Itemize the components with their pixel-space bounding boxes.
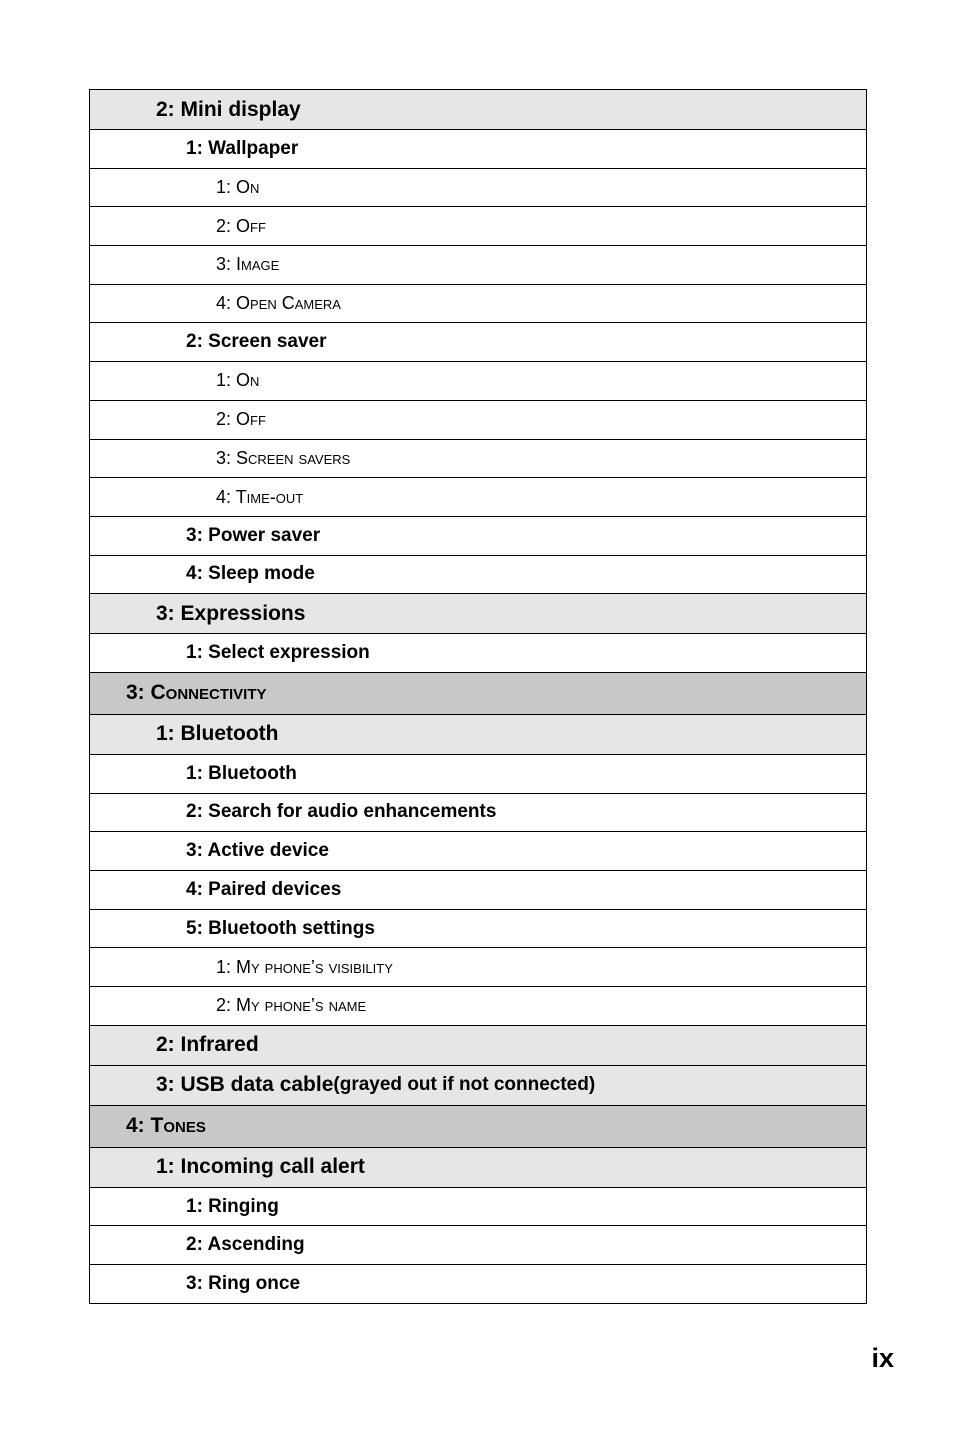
menu-row-label: 3: Active device [186, 840, 329, 862]
menu-row-label: 3: Screen savers [216, 447, 351, 468]
menu-row-level-3 [90, 1188, 866, 1227]
menu-row-label: 1: Bluetooth [156, 722, 279, 746]
menu-row-label: 3: USB data cable [156, 1073, 334, 1097]
menu-row-level-2 [90, 1026, 866, 1066]
menu-row-level-3 [90, 871, 866, 910]
menu-row-label: 3: Power saver [186, 524, 321, 546]
menu-row-level-2 [90, 1066, 866, 1106]
menu-row-label: 2: Off [216, 215, 266, 236]
menu-row-level-3 [90, 794, 866, 833]
menu-table [89, 89, 867, 1304]
menu-row-label: 3: Connectivity [126, 681, 267, 705]
menu-row-level-2 [90, 1148, 866, 1188]
menu-row-label: 4: Paired devices [186, 878, 342, 900]
menu-row-level-3 [90, 517, 866, 556]
menu-row-label: 1: Incoming call alert [156, 1155, 365, 1179]
menu-row-label: 3: Expressions [156, 601, 306, 625]
menu-row-label: 4: Time-out [216, 486, 304, 507]
menu-row-label: 3: Ring once [186, 1272, 301, 1294]
menu-row-label: 5: Bluetooth settings [186, 917, 375, 939]
menu-row-level-3 [90, 130, 866, 169]
menu-row-level-3 [90, 634, 866, 673]
menu-row-level-4 [90, 987, 866, 1026]
menu-row-level-2 [90, 90, 866, 130]
menu-row-level-3 [90, 1265, 866, 1304]
menu-row-label: 2: Infrared [156, 1033, 259, 1057]
menu-row-label: 4: Tones [126, 1114, 206, 1138]
menu-row-label: 1: On [216, 177, 260, 198]
menu-row-label: 1: Wallpaper [186, 137, 299, 159]
menu-row-label: 2: Search for audio enhancements [186, 801, 497, 823]
page-number: ix [871, 1343, 894, 1373]
menu-row-level-4 [90, 478, 866, 517]
menu-row-level-4 [90, 246, 866, 285]
menu-row-level-4 [90, 285, 866, 324]
menu-row-level-4 [90, 401, 866, 440]
menu-row-level-3 [90, 755, 866, 794]
menu-row-level-3 [90, 323, 866, 362]
menu-row-label: 2: Off [216, 409, 266, 430]
menu-row-level-4 [90, 362, 866, 401]
menu-row-note: (grayed out if not connected) [333, 1074, 596, 1096]
menu-row-label: 1: Bluetooth [186, 762, 297, 784]
menu-row-label: 2: Mini display [156, 97, 301, 121]
menu-row-label: 2: My phone’s name [216, 995, 367, 1016]
menu-row-label: 2: Ascending [186, 1234, 305, 1256]
menu-row-label: 1: Select expression [186, 642, 370, 664]
menu-row-level-2 [90, 594, 866, 634]
menu-row-label: 1: My phone’s visibility [216, 956, 393, 977]
menu-row-level-3 [90, 910, 866, 949]
menu-row-label: 4: Open Camera [216, 293, 341, 314]
menu-row-level-3 [90, 556, 866, 595]
menu-row-level-4 [90, 169, 866, 208]
menu-row-level-4 [90, 207, 866, 246]
menu-row-label: 2: Screen saver [186, 331, 327, 353]
menu-row-level-2 [90, 715, 866, 755]
menu-row-label: 3: Image [216, 254, 280, 275]
menu-row-label: 1: Ringing [186, 1195, 279, 1217]
menu-row-label: 1: On [216, 370, 260, 391]
menu-row-level-3 [90, 832, 866, 871]
menu-row-level-1 [90, 1106, 866, 1148]
menu-row-level-1 [90, 673, 866, 715]
menu-row-level-4 [90, 440, 866, 479]
menu-row-label: 4: Sleep mode [186, 563, 315, 585]
menu-row-level-3 [90, 1226, 866, 1265]
menu-row-level-4 [90, 948, 866, 987]
